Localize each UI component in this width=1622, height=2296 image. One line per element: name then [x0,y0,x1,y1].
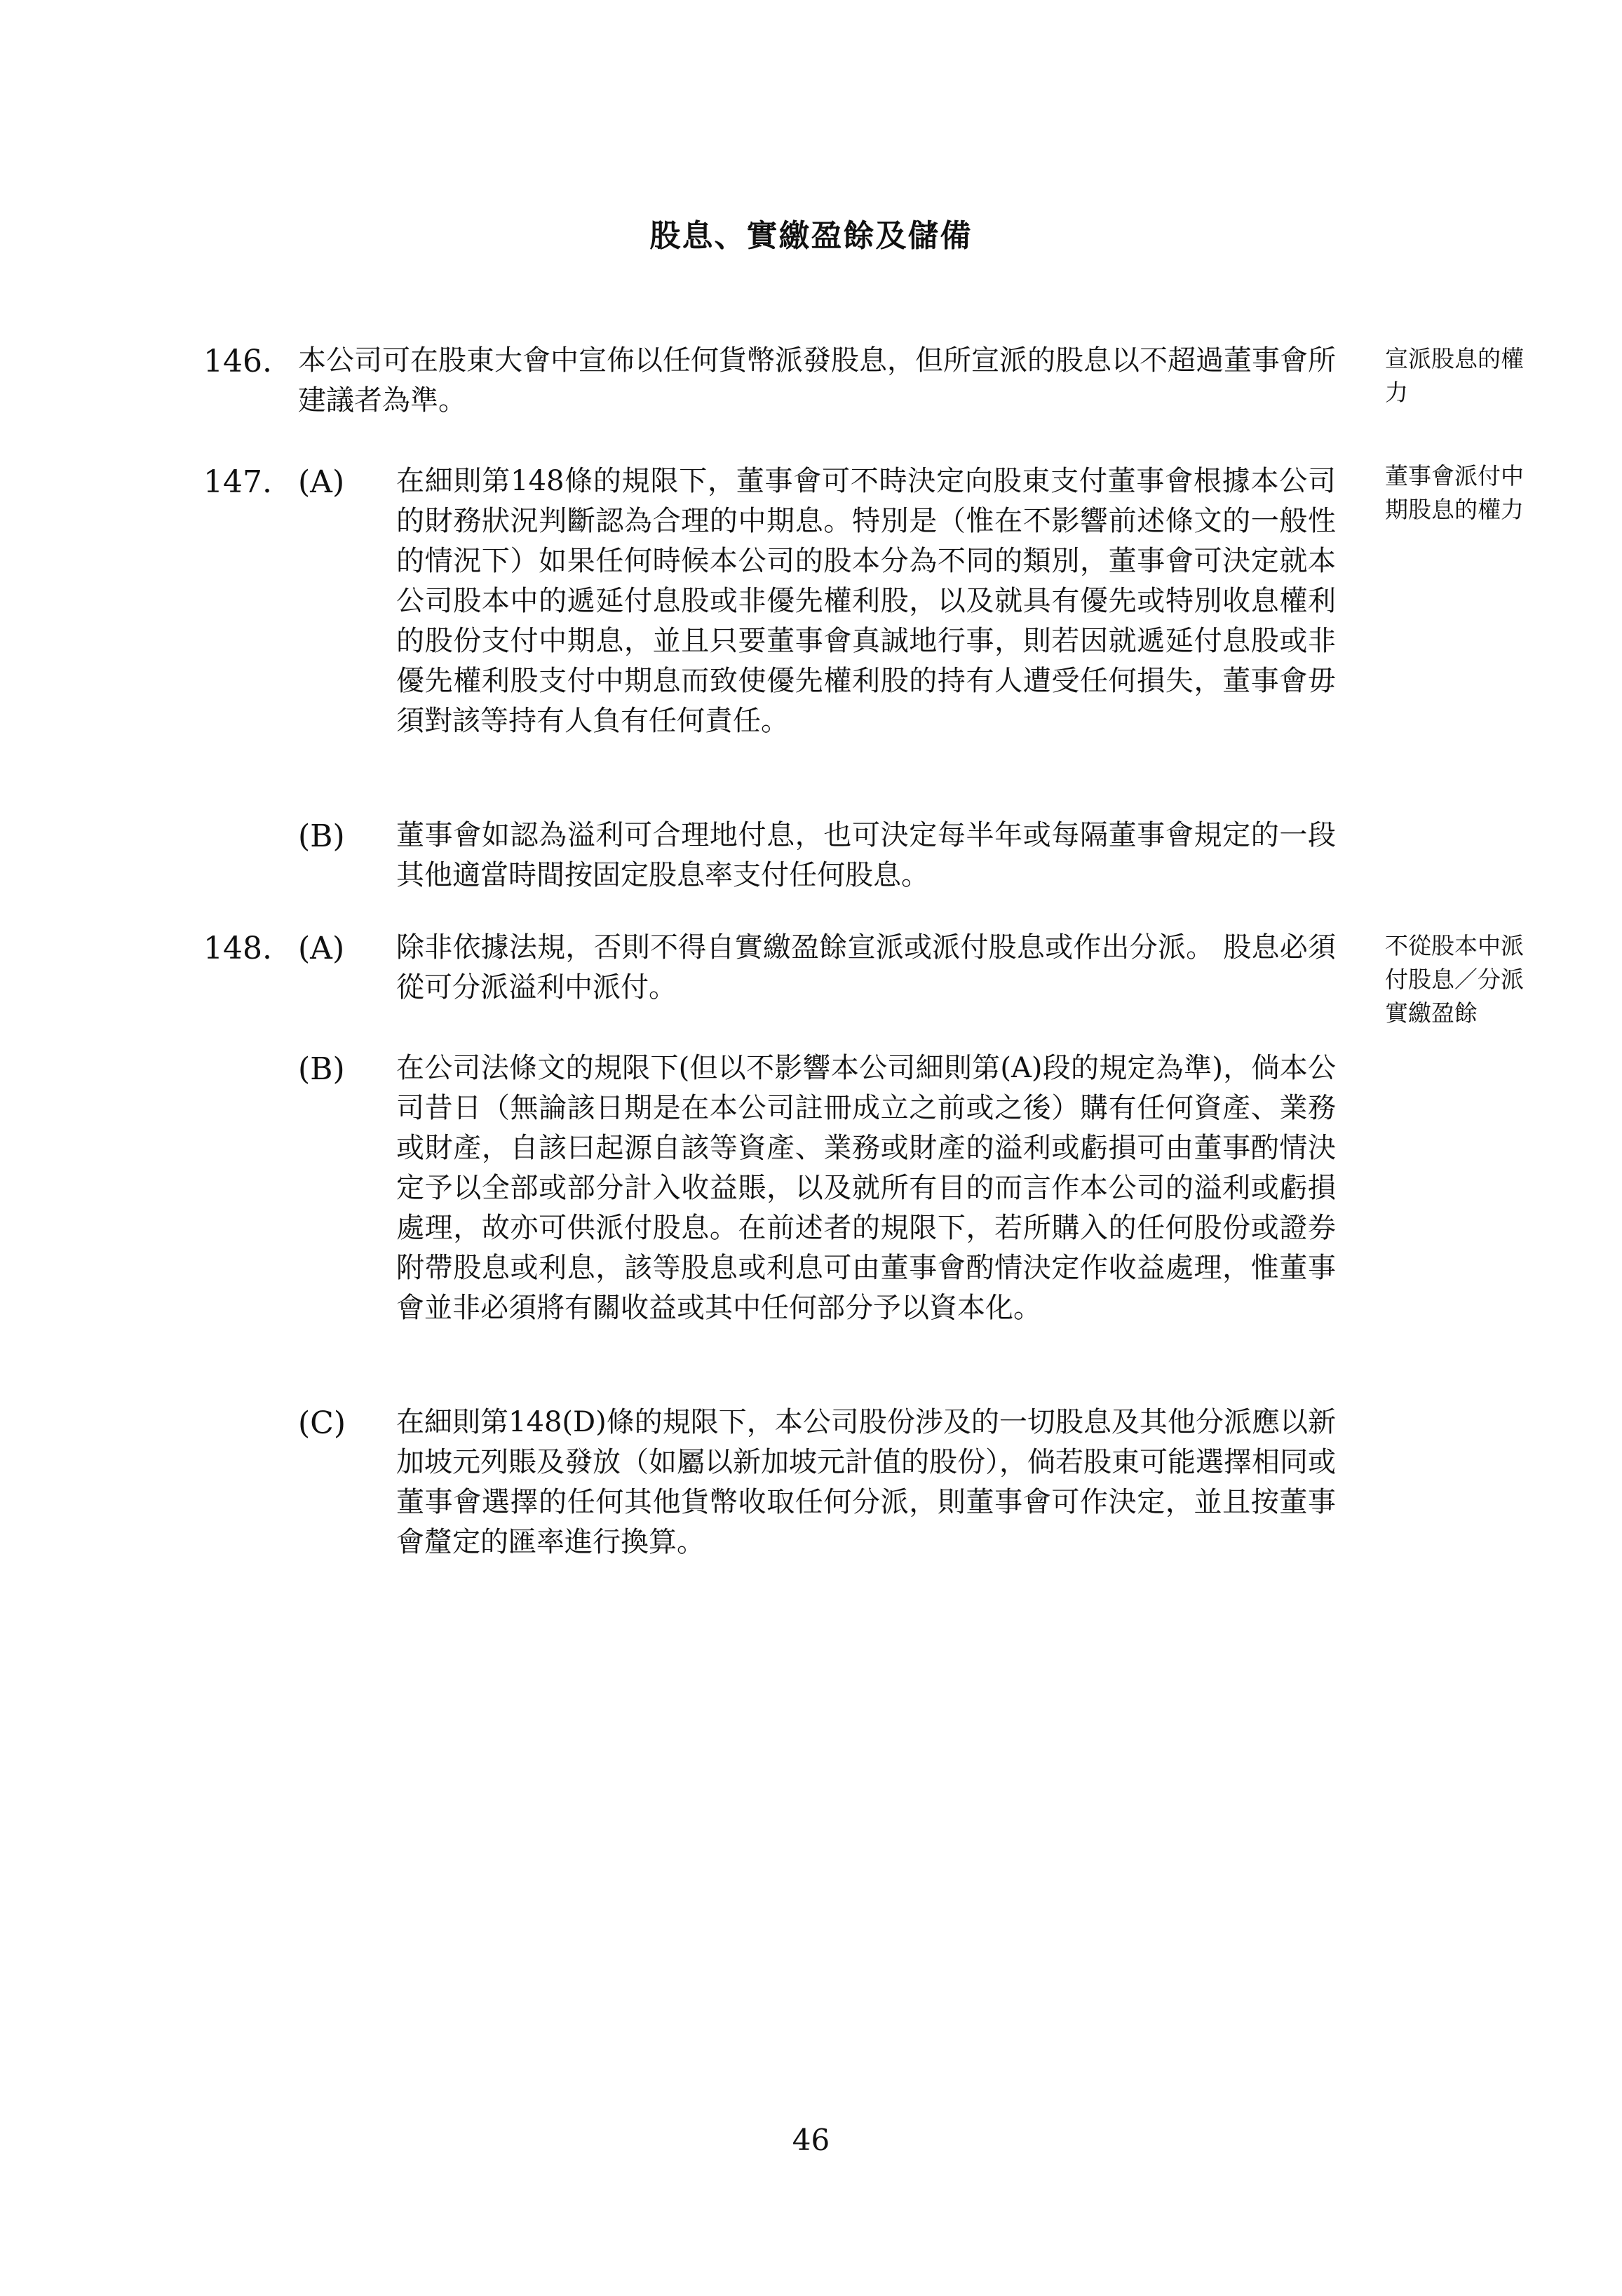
article-148-number: 148. [203,931,272,966]
article-148-margin-note: 不從股本中派 付股息／分派 實繳盈餘 [1385,932,1524,1027]
article-147-a-text: 在細則第148條的規限下，董事會可不時決定向股東支付董事會根據本公司的財務狀況判斷認為合理的中期息。特別是（惟在不影響前述條文的一般性的情況下）如果任何時候本公司的股本分為不同的類別，董事會可決定就本公司股本中的遞延付息股或非優先權利股，以及就具有優先或特別收息權利的股份支付中期息，並且只要董事會真誠地行事，則若因就遞延付息股或非優先權利股支付中期息而致使優先權利股的持有人遭受任何損失，董事會毋須對該等持有人負有任何責任。 [396,465,1336,737]
page-number: 46 [792,2123,830,2157]
article-147-b-label: (B) [298,818,345,854]
article-147-b-text: 董事會如認為溢利可合理地付息，也可決定每半年或每隔董事會規定的一段其他適當時間按固定股息率支付任何股息。 [396,819,1336,891]
article-146-margin-note: 宣派股息的權力 [1385,345,1524,406]
section-heading: 股息、實繳盈餘及儲備 [649,218,973,254]
article-146-text: 本公司可在股東大會中宣佈以任何貨幣派發股息，但所宣派的股息以不超過董事會所建議者為準。 [298,344,1336,417]
article-147-number: 147. [203,464,272,500]
article-148-b-text: 在公司法條文的規限下(但以不影響本公司細則第(A)段的規定為準)，倘本公司昔日（無論該日期是在本公司註冊成立之前或之後）購有任何資產、業務或財產，自該曰起源自該等資產、業務或財產的溢利或虧損可由董事酌情決定予以全部或部分計入收益賬，以及就所有目的而言作本公司的溢利或虧損處理，故亦可供派付股息。在前述者的規限下，若所購入的任何股份或證券附帶股息或利息，該等股息或利息可由董事會酌情決定作收益處理，惟董事會並非必須將有關收益或其中任何部分予以資本化。 [396,1052,1336,1324]
article-147-margin-note: 董事會派付中 期股息的權力 [1385,462,1524,523]
article-146-number: 146. [203,344,272,379]
article-148-a-label: (A) [298,931,345,966]
article-148-c-label: (C) [298,1405,346,1441]
article-148-b-label: (B) [298,1051,345,1087]
article-148-c-text: 在細則第148(D)條的規限下，本公司股份涉及的一切股息及其他分派應以新加坡元列賬及發放（如屬以新加坡元計值的股份），倘若股東可能選擇相同或董事會選擇的任何其他貨幣收取任何分派，則董事會可作決定，並且按董事會釐定的匯率進行換算。 [396,1406,1336,1558]
article-147-a-label: (A) [298,464,345,500]
article-148-a-text: 除非依據法規，否則不得自實繳盈餘宣派或派付股息或作出分派。 股息必須從可分派溢利中派付。 [396,931,1336,1004]
